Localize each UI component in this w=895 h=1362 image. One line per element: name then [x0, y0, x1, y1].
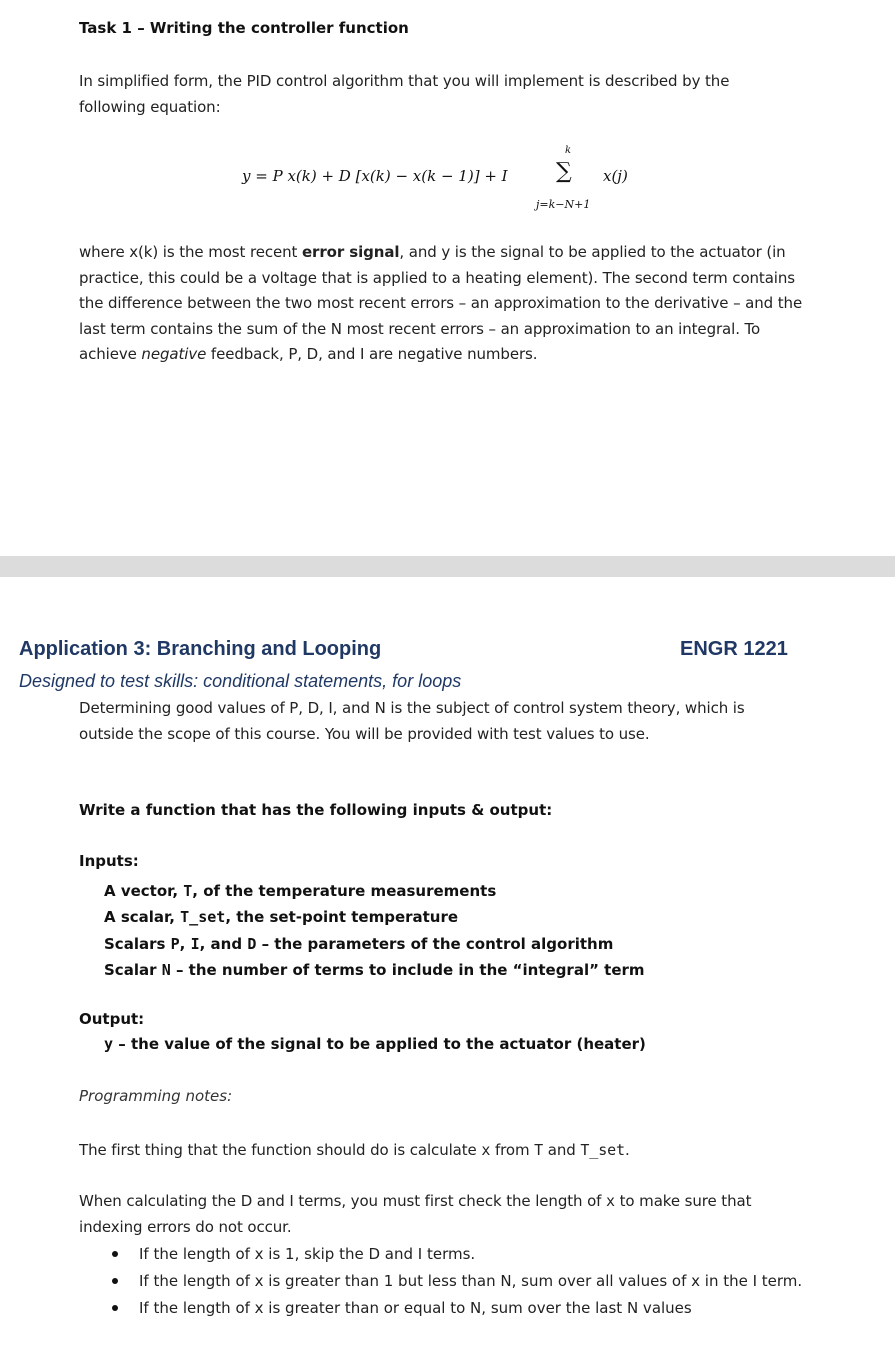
- output-line: y – the value of the signal to be applied to the actuator (heater): [104, 1035, 646, 1053]
- code-p: P: [170, 934, 180, 953]
- pid-equation: [0, 145, 895, 215]
- input-line-pid: Scalars P, I, and D – the parameters of the control algorithm: [104, 934, 614, 953]
- bullet-icon: [112, 1278, 118, 1284]
- code-x-length: x: [606, 1192, 615, 1210]
- sigma-symbol: ∑: [556, 159, 572, 184]
- programming-notes-heading: Programming notes:: [79, 1087, 233, 1105]
- para1-text-c: feedback, P, D, and I are negative numbers.: [206, 345, 538, 363]
- application-title: Application 3: Branching and Looping: [19, 638, 382, 660]
- application-subtitle: Designed to test skills: conditional statements, for loops: [19, 671, 462, 691]
- code-x: x: [481, 1141, 491, 1159]
- input-line-tset: A scalar, T_set, the set-point temperature: [104, 908, 459, 927]
- code-i: I: [190, 934, 200, 953]
- inputs-list: [104, 878, 645, 983]
- course-code: ENGR 1221: [680, 638, 788, 660]
- sum-term: x(j): [603, 167, 628, 185]
- output-heading: Output:: [79, 1010, 145, 1028]
- code-y: y: [104, 1035, 114, 1053]
- code-t: T: [183, 882, 193, 900]
- parameters-paragraph: Determining good values of P, D, I, and N is the subject of control system theory, which is outside the scope of this course. You will be provided with test values to use.: [79, 699, 745, 743]
- para1-text-b: , and y is the signal to be applied to the actuator (in practice, this could be a voltage that is applied to a heating element). The second term contains the difference between the two most recent errors – an approximation to the derivative – and the last term contains the sum of the N most recent errors – an approximation to an integral. To achieve: [79, 243, 803, 363]
- code-d: D: [247, 934, 257, 953]
- code-t-ref: T: [534, 1141, 544, 1159]
- equation-main: y = P x(k) + D [x(k) − x(k − 1)] + I: [242, 167, 508, 185]
- function-instruction: Write a function that has the following inputs & output:: [79, 801, 553, 819]
- code-tset-ref: T_set: [580, 1141, 625, 1159]
- inputs-heading: Inputs:: [79, 852, 139, 870]
- task-title: Task 1 – Writing the controller function: [79, 19, 409, 37]
- sum-lower-limit: j=k−N+1: [536, 198, 591, 211]
- intro-paragraph: In simplified form, the PID control algorithm that you will implement is described by the following equation:: [79, 72, 730, 116]
- input-line-t: A vector, T, of the temperature measurements: [104, 882, 497, 900]
- bullet-icon: [112, 1251, 118, 1257]
- length-check-paragraph: When calculating the D and I terms, you must first check the length of x to make sure that indexing errors do not occur.: [79, 1192, 752, 1236]
- negative-term: negative: [141, 345, 207, 363]
- equation-explanation: [79, 240, 809, 368]
- code-n: N: [161, 960, 171, 979]
- error-signal-term: error signal: [301, 243, 400, 261]
- page-divider: [0, 556, 895, 577]
- bullet-icon: [112, 1305, 118, 1311]
- para1-text-a: where x(k) is the most recent: [79, 243, 302, 261]
- first-step-paragraph: The first thing that the function should do is calculate x from T and T_set.: [79, 1141, 630, 1159]
- input-line-n: Scalar N – the number of terms to include in the “integral” term: [104, 960, 645, 979]
- code-tset: T_set: [180, 908, 226, 927]
- sum-upper-limit: k: [565, 145, 572, 156]
